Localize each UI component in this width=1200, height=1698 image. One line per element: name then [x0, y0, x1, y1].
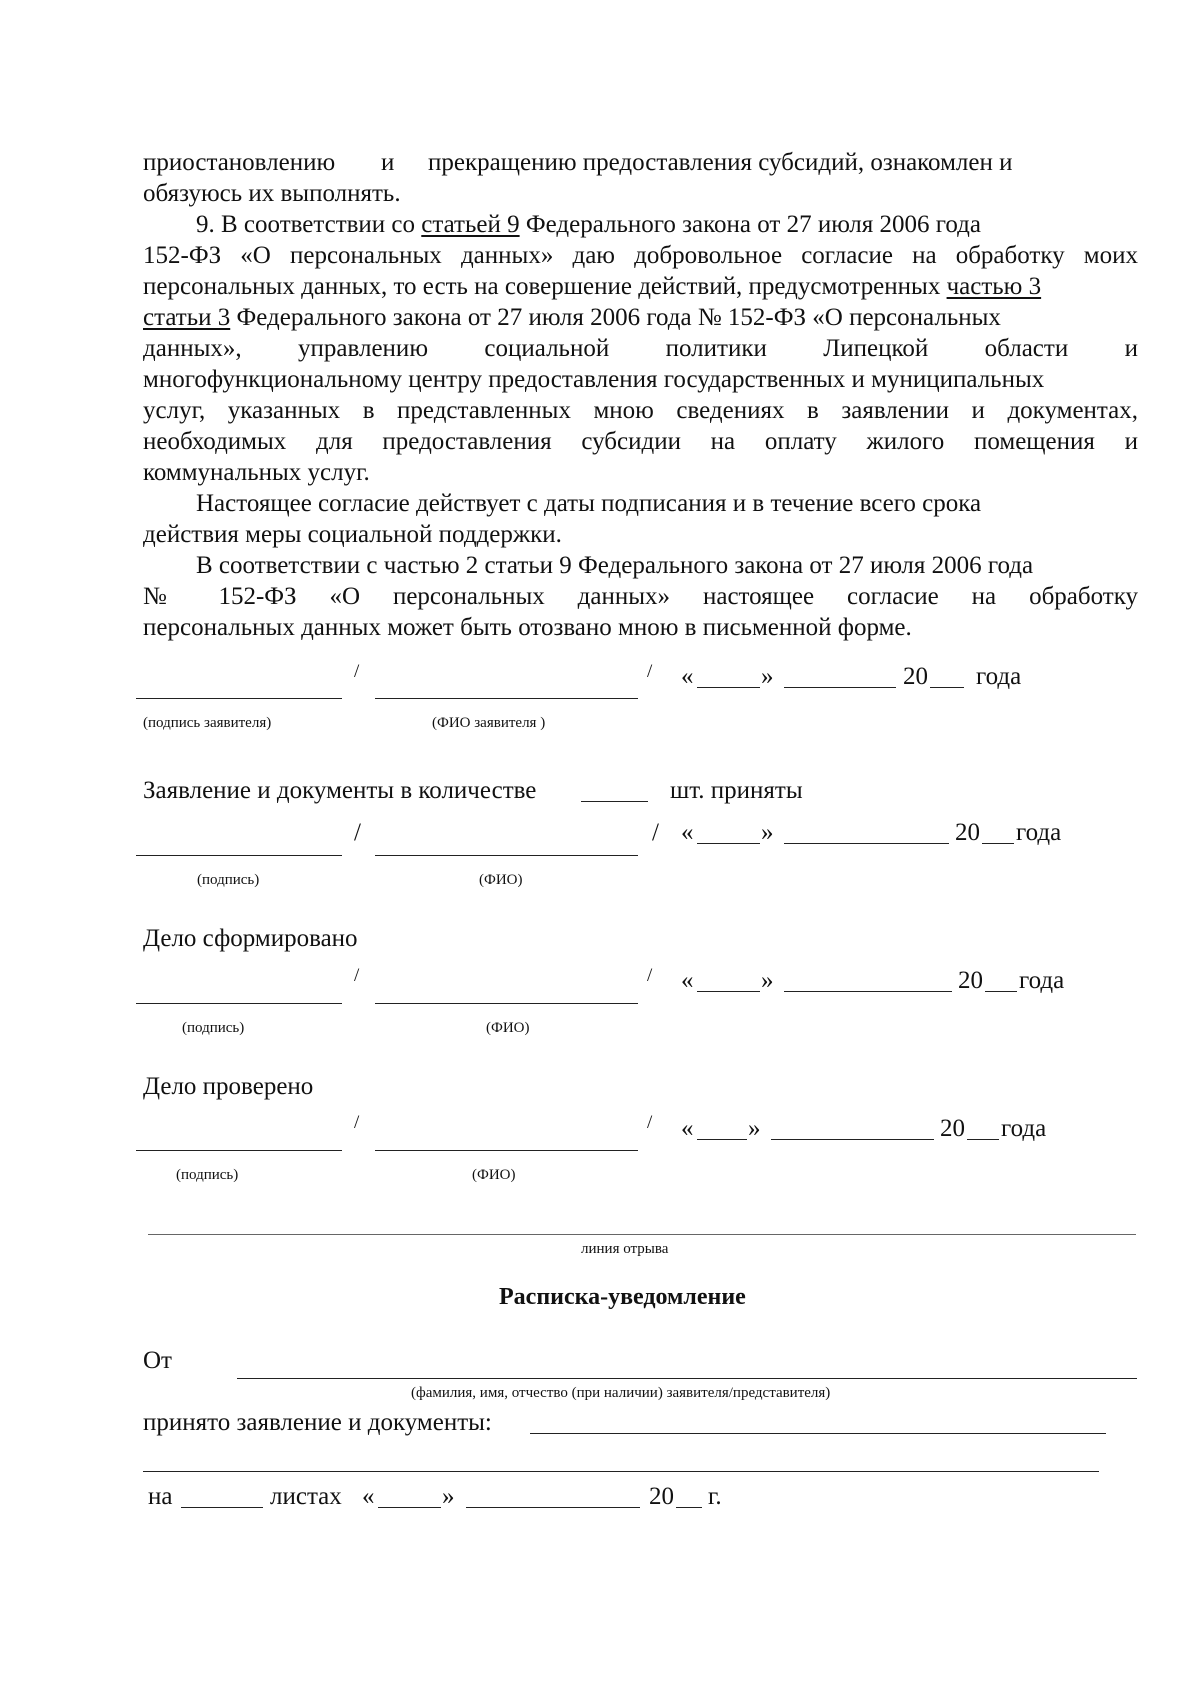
month-field[interactable]	[466, 1507, 640, 1508]
accepted-name-field[interactable]	[375, 855, 638, 856]
receipt-accepted-label: принято заявление и документы:	[143, 1409, 492, 1436]
p9-line-5: данных», управлению социальной политики Липецкой области и	[143, 335, 1138, 362]
p9-line-2: 152-ФЗ «О персональных данных» даю добровольное согласие на обработку моих	[143, 242, 1138, 269]
applicant-signature-field[interactable]	[136, 698, 342, 699]
p9-line-8: необходимых для предоставления субсидии на оплату жилого помещения и	[143, 428, 1138, 455]
year-field[interactable]	[985, 991, 1017, 992]
open-quote: «	[681, 1115, 694, 1142]
open-quote: «	[681, 819, 694, 846]
year-field[interactable]	[967, 1139, 999, 1140]
month-field[interactable]	[771, 1139, 934, 1140]
sheets-count-field[interactable]	[181, 1507, 263, 1508]
month-field[interactable]	[784, 991, 952, 992]
receipt-sheets-label: листах	[270, 1483, 342, 1510]
p9-line-4-suffix: Федерального закона от 27 июля 2006 года № 152-ФЗ «О персональных	[230, 304, 1001, 331]
receipt-year-short: г.	[708, 1483, 722, 1510]
year-word: года	[1016, 819, 1062, 846]
checked-name-field[interactable]	[375, 1150, 638, 1151]
slash-separator: /	[354, 1112, 360, 1133]
close-quote: »	[442, 1483, 455, 1510]
year-prefix: 20	[955, 819, 980, 846]
consent-line-1b: и	[381, 149, 395, 176]
article-9-link[interactable]: статьей 9	[421, 211, 520, 238]
receipt-documents-field[interactable]	[530, 1433, 1106, 1434]
receipt-title: Расписка-уведомление	[499, 1284, 746, 1310]
p9-prefix: 9. В соответствии со	[196, 211, 422, 238]
open-quote: «	[681, 663, 694, 690]
applicant-name-field[interactable]	[375, 698, 638, 699]
p9-line-4	[143, 303, 1001, 333]
p11-line-2: № 152-ФЗ «О персональных данных» настоящее согласие на обработку	[143, 583, 1138, 610]
checked-signature-field[interactable]	[136, 1150, 342, 1151]
formed-name-field[interactable]	[375, 1003, 638, 1004]
caption-signature: (подпись)	[182, 1020, 245, 1036]
year-prefix: 20	[940, 1115, 965, 1142]
year-prefix: 20	[958, 967, 983, 994]
open-quote: «	[681, 967, 694, 994]
day-field[interactable]	[378, 1507, 441, 1508]
day-field[interactable]	[697, 1139, 747, 1140]
p9-suffix: Федерального закона от 27 июля 2006 года	[519, 211, 981, 238]
slash-separator: /	[354, 661, 360, 682]
p9-line-1	[196, 210, 981, 240]
slash-separator: /	[652, 819, 659, 846]
formed-signature-field[interactable]	[136, 1003, 342, 1004]
tear-line-rule	[148, 1234, 1136, 1235]
caption-name: (ФИО)	[479, 872, 523, 888]
part-3-link[interactable]: частью 3	[946, 273, 1042, 300]
p11-line-3: персональных данных может быть отозвано мною в письменной форме.	[143, 614, 912, 641]
year-field[interactable]	[982, 843, 1014, 844]
receipt-from-field[interactable]	[237, 1378, 1137, 1379]
p9-line-9: коммунальных услуг.	[143, 459, 370, 486]
p11-line-1: В соответствии с частью 2 статьи 9 Федерального закона от 27 июля 2006 года	[196, 552, 1034, 579]
p10-line-1: Настоящее согласие действует с даты подписания и в течение всего срока	[196, 490, 982, 517]
month-field[interactable]	[784, 843, 949, 844]
year-field[interactable]	[676, 1507, 702, 1508]
consent-line-1a: приостановлению	[143, 149, 336, 176]
caption-signature: (подпись)	[176, 1167, 239, 1183]
caption-applicant-signature: (подпись заявителя)	[143, 715, 272, 731]
close-quote: »	[748, 1115, 761, 1142]
receipt-from-caption: (фамилия, имя, отчество (при наличии) заявителя/представителя)	[411, 1385, 831, 1401]
accepted-signature-field[interactable]	[136, 855, 342, 856]
documents-count-field[interactable]	[581, 801, 648, 802]
p9-line-6: многофункциональному центру предоставления государственных и муниципальных	[143, 366, 1045, 393]
p9-line-3-prefix: персональных данных, то есть на совершение действий, предусмотренных	[143, 273, 947, 300]
day-field[interactable]	[697, 991, 760, 992]
year-prefix: 20	[903, 663, 928, 690]
slash-separator: /	[647, 965, 653, 986]
year-word: года	[1001, 1115, 1047, 1142]
receipt-on-label: на	[148, 1483, 173, 1510]
close-quote: »	[761, 663, 774, 690]
slash-separator: /	[647, 661, 653, 682]
checked-heading: Дело проверено	[143, 1073, 314, 1100]
month-field[interactable]	[784, 687, 896, 688]
year-word: года	[1019, 967, 1065, 994]
year-prefix: 20	[649, 1483, 674, 1510]
p9-line-7: услуг, указанных в представленных мною сведениях в заявлении и документах,	[143, 397, 1138, 424]
receipt-from-label: От	[143, 1347, 172, 1374]
accepted-suffix: шт. приняты	[670, 777, 803, 804]
tear-line-label: линия отрыва	[581, 1241, 669, 1257]
caption-applicant-name: (ФИО заявителя )	[432, 715, 546, 731]
p9-line-3	[143, 272, 1041, 302]
slash-separator: /	[354, 965, 360, 986]
p10-line-2: действия меры социальной поддержки.	[143, 521, 562, 548]
caption-name: (ФИО)	[472, 1167, 516, 1183]
consent-line-1c: прекращению предоставления субсидий, ознакомлен и	[428, 149, 1013, 176]
caption-signature: (подпись)	[197, 872, 260, 888]
formed-heading: Дело сформировано	[143, 925, 358, 952]
accepted-prefix: Заявление и документы в количестве	[143, 777, 537, 804]
receipt-documents-field-continued[interactable]	[143, 1471, 1099, 1472]
caption-name: (ФИО)	[486, 1020, 530, 1036]
slash-separator: /	[354, 819, 361, 846]
slash-separator: /	[647, 1112, 653, 1133]
day-field[interactable]	[697, 843, 760, 844]
day-field[interactable]	[697, 687, 760, 688]
consent-line-2: обязуюсь их выполнять.	[143, 180, 401, 207]
year-word: года	[976, 663, 1022, 690]
close-quote: »	[761, 967, 774, 994]
close-quote: »	[761, 819, 774, 846]
article-3-link[interactable]: статьи 3	[143, 304, 231, 331]
year-field[interactable]	[930, 687, 964, 688]
open-quote: «	[362, 1483, 375, 1510]
